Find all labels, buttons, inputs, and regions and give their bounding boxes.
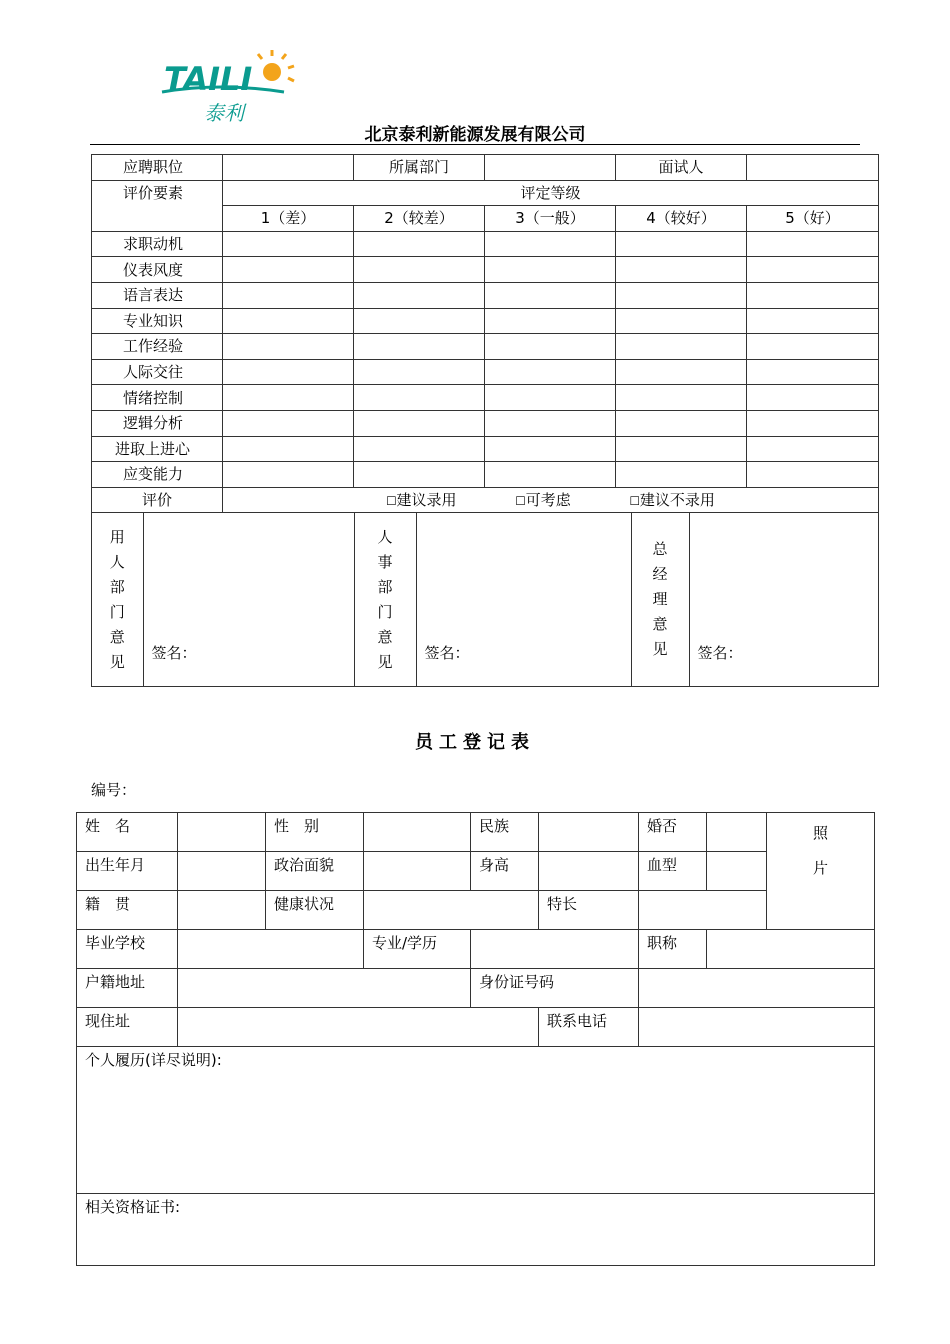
- name-field[interactable]: [178, 813, 266, 852]
- specialty-label: 特长: [539, 891, 639, 930]
- rating-cell[interactable]: [485, 436, 616, 462]
- rating-cell[interactable]: [223, 436, 354, 462]
- criterion-label: 逻辑分析: [92, 410, 223, 436]
- rating-cell[interactable]: [616, 436, 747, 462]
- phone-field[interactable]: [639, 1008, 875, 1047]
- position-label: 应聘职位: [92, 155, 223, 181]
- marital-label: 婚否: [639, 813, 707, 852]
- option-recommend-label: 建议录用: [396, 490, 457, 509]
- rating-header-row: [92, 180, 879, 206]
- evaluation-label: 评价: [92, 487, 223, 513]
- rating-cell[interactable]: [747, 462, 879, 488]
- reg-row-1: [77, 813, 875, 852]
- criterion-row: [92, 359, 879, 385]
- photo-box[interactable]: [767, 813, 875, 930]
- rating-cell[interactable]: [223, 308, 354, 334]
- option-recommend[interactable]: [386, 488, 456, 513]
- hiring-dept-opinion-label: 用人部门意见: [92, 513, 143, 686]
- political-field[interactable]: [364, 852, 471, 891]
- rating-cell[interactable]: [747, 257, 879, 283]
- header-row: [92, 155, 879, 181]
- rating-cell[interactable]: [616, 231, 747, 257]
- rating-cell[interactable]: [747, 436, 879, 462]
- birth-label: 出生年月: [77, 852, 178, 891]
- dept-field[interactable]: [485, 155, 616, 181]
- rating-cell[interactable]: [616, 257, 747, 283]
- school-label: 毕业学校: [77, 930, 178, 969]
- rating-cell[interactable]: [485, 282, 616, 308]
- checkbox-icon[interactable]: □: [515, 493, 526, 507]
- household-label: 户籍地址: [77, 969, 178, 1008]
- rating-cell[interactable]: [354, 282, 485, 308]
- criterion-row: [92, 462, 879, 488]
- evaluation-row: [92, 487, 879, 513]
- resume-field[interactable]: 个人履历(详尽说明):: [77, 1047, 875, 1194]
- native-label: 籍 贯: [77, 891, 178, 930]
- rating-4: 4（较好）: [616, 206, 747, 232]
- rating-cell[interactable]: [223, 462, 354, 488]
- criterion-row: [92, 308, 879, 334]
- photo-label-2: 片: [812, 859, 828, 877]
- rating-cell[interactable]: [223, 385, 354, 411]
- reg-row-6: [77, 1008, 875, 1047]
- rating-cell[interactable]: [616, 334, 747, 360]
- native-field[interactable]: [178, 891, 266, 930]
- rating-cell[interactable]: [223, 257, 354, 283]
- criterion-row: [92, 436, 879, 462]
- rating-cell[interactable]: [485, 462, 616, 488]
- rating-cell[interactable]: [485, 359, 616, 385]
- rating-cell[interactable]: [223, 410, 354, 436]
- employee-registration-table: [76, 812, 875, 1266]
- gm-opinion-label: 总经理意见: [631, 513, 689, 686]
- gender-label: 性 别: [266, 813, 364, 852]
- rating-cell[interactable]: [354, 359, 485, 385]
- rating-cell[interactable]: [223, 282, 354, 308]
- rating-cell[interactable]: [485, 385, 616, 411]
- blood-field[interactable]: [707, 852, 767, 891]
- criterion-label: 情绪控制: [92, 385, 223, 411]
- rating-cell[interactable]: [354, 308, 485, 334]
- reg-row-3: [77, 891, 875, 930]
- title-field[interactable]: [707, 930, 875, 969]
- rating-cell[interactable]: [354, 385, 485, 411]
- rating-cell[interactable]: [354, 257, 485, 283]
- dept-label: 所属部门: [354, 155, 485, 181]
- reg-row-certificates: [77, 1194, 875, 1266]
- employee-registration-title: 员工登记表: [415, 732, 535, 753]
- rating-cell[interactable]: [485, 334, 616, 360]
- major-field[interactable]: [471, 930, 639, 969]
- taili-logo: [160, 48, 300, 128]
- rating-cell[interactable]: [616, 462, 747, 488]
- criterion-label: 工作经验: [92, 334, 223, 360]
- criterion-row: [92, 231, 879, 257]
- rating-cell[interactable]: [223, 359, 354, 385]
- rating-cell[interactable]: [616, 410, 747, 436]
- address-label: 现住址: [77, 1008, 178, 1047]
- hr-dept-opinion-label: 人事部门意见: [354, 513, 416, 686]
- major-label: 专业/学历: [364, 930, 471, 969]
- political-label: 政治面貌: [266, 852, 364, 891]
- option-consider-label: 可考虑: [525, 490, 571, 509]
- rating-cell[interactable]: [616, 359, 747, 385]
- rating-cell[interactable]: [354, 231, 485, 257]
- rating-cell[interactable]: [223, 231, 354, 257]
- interviewer-field[interactable]: [747, 155, 879, 181]
- sun-icon: [258, 50, 294, 81]
- criterion-label: 语言表达: [92, 282, 223, 308]
- logo-cn-text: 泰利: [204, 101, 244, 125]
- rating-cell[interactable]: [747, 282, 879, 308]
- rating-1: 1（差）: [223, 206, 354, 232]
- name-label: 姓 名: [77, 813, 178, 852]
- rating-cell[interactable]: [485, 308, 616, 334]
- rating-cell[interactable]: [747, 385, 879, 411]
- criterion-row: [92, 257, 879, 283]
- birth-field[interactable]: [178, 852, 266, 891]
- logo-brand-text: TAILI: [164, 60, 253, 98]
- reg-row-5: [77, 969, 875, 1008]
- rating-cell[interactable]: [223, 334, 354, 360]
- health-label: 健康状况: [266, 891, 364, 930]
- school-field[interactable]: [178, 930, 364, 969]
- id-number-label: 身份证号码: [471, 969, 639, 1008]
- rating-label: 评定等级: [223, 180, 879, 206]
- ethnicity-label: 民族: [471, 813, 539, 852]
- interview-evaluation-table: [91, 154, 879, 687]
- reg-row-resume: [77, 1047, 875, 1194]
- height-label: 身高: [471, 852, 539, 891]
- opinion-row: [92, 513, 879, 687]
- specialty-field[interactable]: [639, 891, 767, 930]
- option-reject-label: 建议不录用: [639, 490, 715, 509]
- criterion-row: [92, 282, 879, 308]
- reg-row-2: [77, 852, 875, 891]
- position-field[interactable]: [223, 155, 354, 181]
- household-field[interactable]: [178, 969, 471, 1008]
- ethnicity-field[interactable]: [539, 813, 639, 852]
- gender-field[interactable]: [364, 813, 471, 852]
- photo-label-1: 照: [812, 824, 828, 842]
- rating-cell[interactable]: [616, 308, 747, 334]
- criterion-row: [92, 385, 879, 411]
- rating-cell[interactable]: [354, 462, 485, 488]
- rating-3: 3（一般）: [485, 206, 616, 232]
- rating-cell[interactable]: [485, 410, 616, 436]
- option-consider[interactable]: [515, 488, 570, 513]
- checkbox-icon[interactable]: □: [386, 493, 397, 507]
- phone-label: 联系电话: [539, 1008, 639, 1047]
- rating-cell[interactable]: [354, 410, 485, 436]
- rating-cell[interactable]: [747, 308, 879, 334]
- option-reject[interactable]: [629, 488, 714, 513]
- rating-2: 2（较差）: [354, 206, 485, 232]
- rating-cell[interactable]: [616, 385, 747, 411]
- checkbox-icon[interactable]: □: [629, 493, 640, 507]
- reg-row-4: [77, 930, 875, 969]
- rating-cell[interactable]: [747, 334, 879, 360]
- marital-field[interactable]: [707, 813, 767, 852]
- title-label: 职称: [639, 930, 707, 969]
- criterion-label: 求职动机: [92, 231, 223, 257]
- rating-cell[interactable]: [747, 410, 879, 436]
- rating-cell[interactable]: [747, 359, 879, 385]
- serial-number-label: 编号：: [91, 781, 137, 799]
- criterion-label: 仪表风度: [92, 257, 223, 283]
- rating-cell[interactable]: [354, 334, 485, 360]
- hiring-dept-signature[interactable]: 签名：: [143, 513, 354, 686]
- rating-cell[interactable]: [747, 231, 879, 257]
- criterion-row: [92, 334, 879, 360]
- interviewer-label: 面试人: [616, 155, 747, 181]
- rating-5: 5（好）: [747, 206, 879, 232]
- rating-cell[interactable]: [485, 257, 616, 283]
- rating-cell[interactable]: [354, 436, 485, 462]
- certificates-field[interactable]: 相关资格证书:: [77, 1194, 875, 1266]
- criterion-row: [92, 410, 879, 436]
- criterion-label: 人际交往: [92, 359, 223, 385]
- address-field[interactable]: [178, 1008, 539, 1047]
- blood-label: 血型: [639, 852, 707, 891]
- id-number-field[interactable]: [639, 969, 875, 1008]
- height-field[interactable]: [539, 852, 639, 891]
- criterion-label: 进取上进心: [92, 436, 223, 462]
- rating-cell[interactable]: [616, 282, 747, 308]
- company-name: 北京泰利新能源发展有限公司: [90, 120, 860, 145]
- health-field[interactable]: [364, 891, 539, 930]
- gm-signature[interactable]: 签名：: [689, 513, 879, 686]
- criteria-label: 评价要素: [92, 180, 223, 231]
- criterion-label: 专业知识: [92, 308, 223, 334]
- hr-dept-signature[interactable]: 签名：: [416, 513, 631, 686]
- criterion-label: 应变能力: [92, 462, 223, 488]
- evaluation-options: [223, 487, 879, 513]
- rating-cell[interactable]: [485, 231, 616, 257]
